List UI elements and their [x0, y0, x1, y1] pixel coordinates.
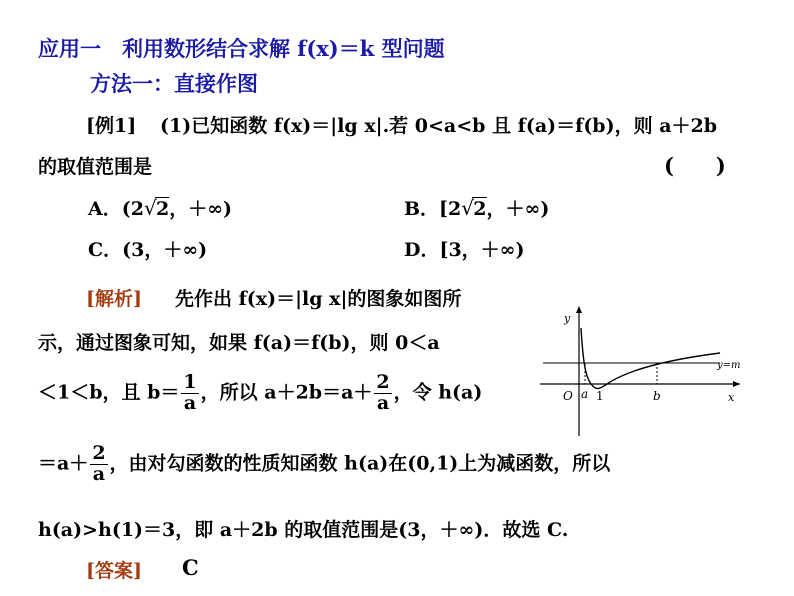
- y-axis-arrow: [576, 306, 582, 313]
- log-abs-graph: [535, 300, 745, 445]
- x-label: x: [728, 391, 735, 404]
- one-label: 1: [596, 389, 604, 403]
- origin-label: O: [563, 389, 573, 403]
- option-a-tail: ，＋∞): [169, 198, 233, 220]
- option-b-label: B．[2: [404, 198, 462, 220]
- section-title: 应用一 利用数形结合求解 f(x)＝k 型问题: [38, 36, 445, 61]
- option-d: D．[3，＋∞): [404, 239, 525, 261]
- fraction: $\frac{2}{a}$: [92, 442, 106, 485]
- curve: [581, 328, 720, 388]
- solution-line2: 示，通过图象可知，如果 f(a)＝f(b)，则 0＜a: [38, 332, 440, 354]
- example-stem-line1: (1)已知函数 f(x)＝|lg x|.若 0<a<b 且 f(a)＝f(b)，则 a＋2b: [160, 115, 718, 137]
- answer-blank: ( ): [664, 153, 726, 178]
- option-b: [404, 194, 549, 221]
- option-b-tail: ，＋∞): [486, 198, 550, 220]
- b-label: b: [653, 389, 661, 403]
- example-stem-line2: 的取值范围是: [38, 156, 153, 178]
- answer-tag: [答案]: [86, 560, 142, 582]
- example-tag: [例1]: [86, 115, 137, 137]
- sqrt-symbol: √ 2: [461, 196, 487, 220]
- line-label: y=m: [717, 360, 741, 371]
- sqrt-symbol: √ 2: [143, 196, 170, 220]
- solution-line1: 先作出 f(x)＝|lg x|的图象如图所: [175, 288, 462, 310]
- solution-tag: [解析]: [86, 288, 142, 310]
- answer-value: C: [182, 555, 199, 580]
- fraction: $\frac{2}{a}$: [376, 371, 390, 414]
- fraction: $\frac{1}{a}$: [183, 371, 197, 414]
- a-label: a: [581, 387, 589, 401]
- option-c: C．(3，＋∞): [88, 239, 208, 261]
- method-heading: 方法一：直接作图: [90, 71, 258, 96]
- solution-line3: ＜1＜b，且 b＝ $\frac{1}{a}$ ，所以 a＋2b＝a＋ $\frac{2}{a}$ ，令 h(a): [38, 371, 483, 414]
- solution-line5: h(a)>h(1)＝3，即 a＋2b 的取值范围是(3，＋∞)．故选 C.: [38, 519, 569, 541]
- solution-line4: ＝a＋ $\frac{2}{a}$ ，由对勾函数的性质知函数 h(a)在(0,1)上为减函数，所以: [38, 442, 611, 485]
- option-a: [88, 194, 232, 221]
- y-label: y: [564, 312, 571, 325]
- option-a-label: A．(2: [88, 198, 144, 220]
- x-axis-arrow: [733, 381, 740, 387]
